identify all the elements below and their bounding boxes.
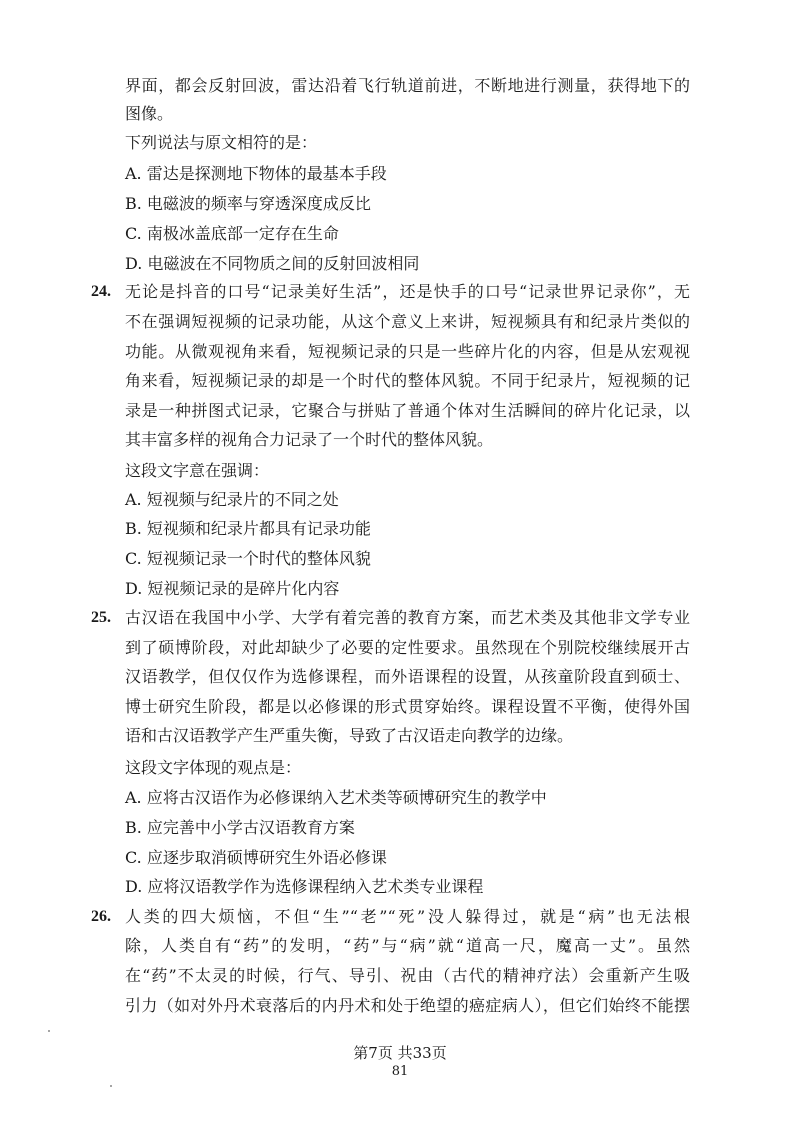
- option-d: D. 短视频记录的是碎片化内容: [125, 579, 340, 598]
- option-b: B. 应完善中小学古汉语教育方案: [125, 818, 355, 837]
- option-b: B. 电磁波的频率与穿透深度成反比: [125, 194, 371, 213]
- passage-line: 角来看，短视频记录的却是一个时代的整体风貌。不同于纪录片，短视频的记: [125, 371, 690, 390]
- scan-speck: [48, 1030, 50, 1032]
- passage-line: 到了硕博阶段，对此却缺少了必要的定性要求。虽然现在个别院校继续展开古: [125, 638, 690, 657]
- passage-line: 录是一种拼图式记录，它聚合与拼贴了普通个体对生活瞬间的碎片化记录，以: [125, 401, 690, 420]
- passage-line: 无论是抖音的口号“记录美好生活”，还是快手的口号“记录世界记录你”，无: [125, 282, 690, 301]
- option-d: D. 电磁波在不同物质之间的反射回波相同: [125, 254, 420, 273]
- page-number: 81: [391, 1064, 409, 1079]
- passage-line: 功能。从微观视角来看，短视频记录的只是一些碎片化的内容，但是从宏观视: [125, 342, 690, 361]
- passage-line: 引力（如对外丹术衰落后的内丹术和处于绝望的癌症病人），但它们始终不能摆: [125, 996, 690, 1015]
- passage-line: 在“药”不太灵的时候，行气、导引、祝由（古代的精神疗法）会重新产生吸: [125, 966, 690, 985]
- option-a: A. 雷达是探测地下物体的最基本手段: [125, 164, 387, 183]
- passage-line: 图像。: [125, 104, 174, 123]
- passage-line: 除，人类自有“药”的发明，“药”与“病”就“道高一尺，魔高一丈”。虽然: [125, 936, 690, 955]
- question-number: 25.: [91, 609, 111, 626]
- passage-line: 界面，都会反射回波，雷达沿着飞行轨道前进，不断地进行测量，获得地下的: [125, 76, 690, 95]
- passage-line: 语和古汉语教学产生严重失衡，导致了古汉语走向教学的边缘。: [125, 726, 574, 745]
- question-prompt: 这段文字意在强调：: [125, 461, 270, 480]
- passage-line: 人类的四大烦恼，不但“生”“老”“死”没人躲得过，就是“病”也无法根: [125, 907, 690, 926]
- passage-line: 不在强调短视频的记录功能，从这个意义上来讲，短视频具有和纪录片类似的: [125, 312, 690, 331]
- question-number: 24.: [91, 283, 111, 300]
- option-c: C. 应逐步取消硕博研究生外语必修课: [125, 848, 387, 867]
- question-prompt: 这段文字体现的观点是：: [125, 758, 302, 777]
- scan-speck: [110, 1085, 112, 1087]
- question-number: 26.: [91, 908, 111, 925]
- option-a: A. 短视频与纪录片的不同之处: [125, 490, 339, 509]
- option-b: B. 短视频和纪录片都具有记录功能: [125, 519, 371, 538]
- page-indicator: 第7页 共33页: [353, 1044, 447, 1062]
- option-d: D. 应将汉语教学作为选修课程纳入艺术类专业课程: [125, 877, 484, 896]
- option-c: C. 南极冰盖底部一定存在生命: [125, 224, 339, 243]
- passage-line: 其丰富多样的视角合力记录了一个时代的整体风貌。: [125, 430, 494, 449]
- passage-line: 博士研究生阶段，都是以必修课的形式贯穿始终。课程设置不平衡，使得外国: [125, 697, 690, 716]
- option-c: C. 短视频记录一个时代的整体风貌: [125, 549, 371, 568]
- passage-line: 古汉语在我国中小学、大学有着完善的教育方案，而艺术类及其他非文学专业: [125, 608, 690, 627]
- question-prompt: 下列说法与原文相符的是：: [125, 133, 318, 152]
- option-a: A. 应将古汉语作为必修课纳入艺术类等硕博研究生的教学中: [125, 788, 547, 807]
- passage-line: 汉语教学，但仅仅作为选修课程，而外语课程的设置，从孩童阶段直到硕士、: [125, 667, 690, 686]
